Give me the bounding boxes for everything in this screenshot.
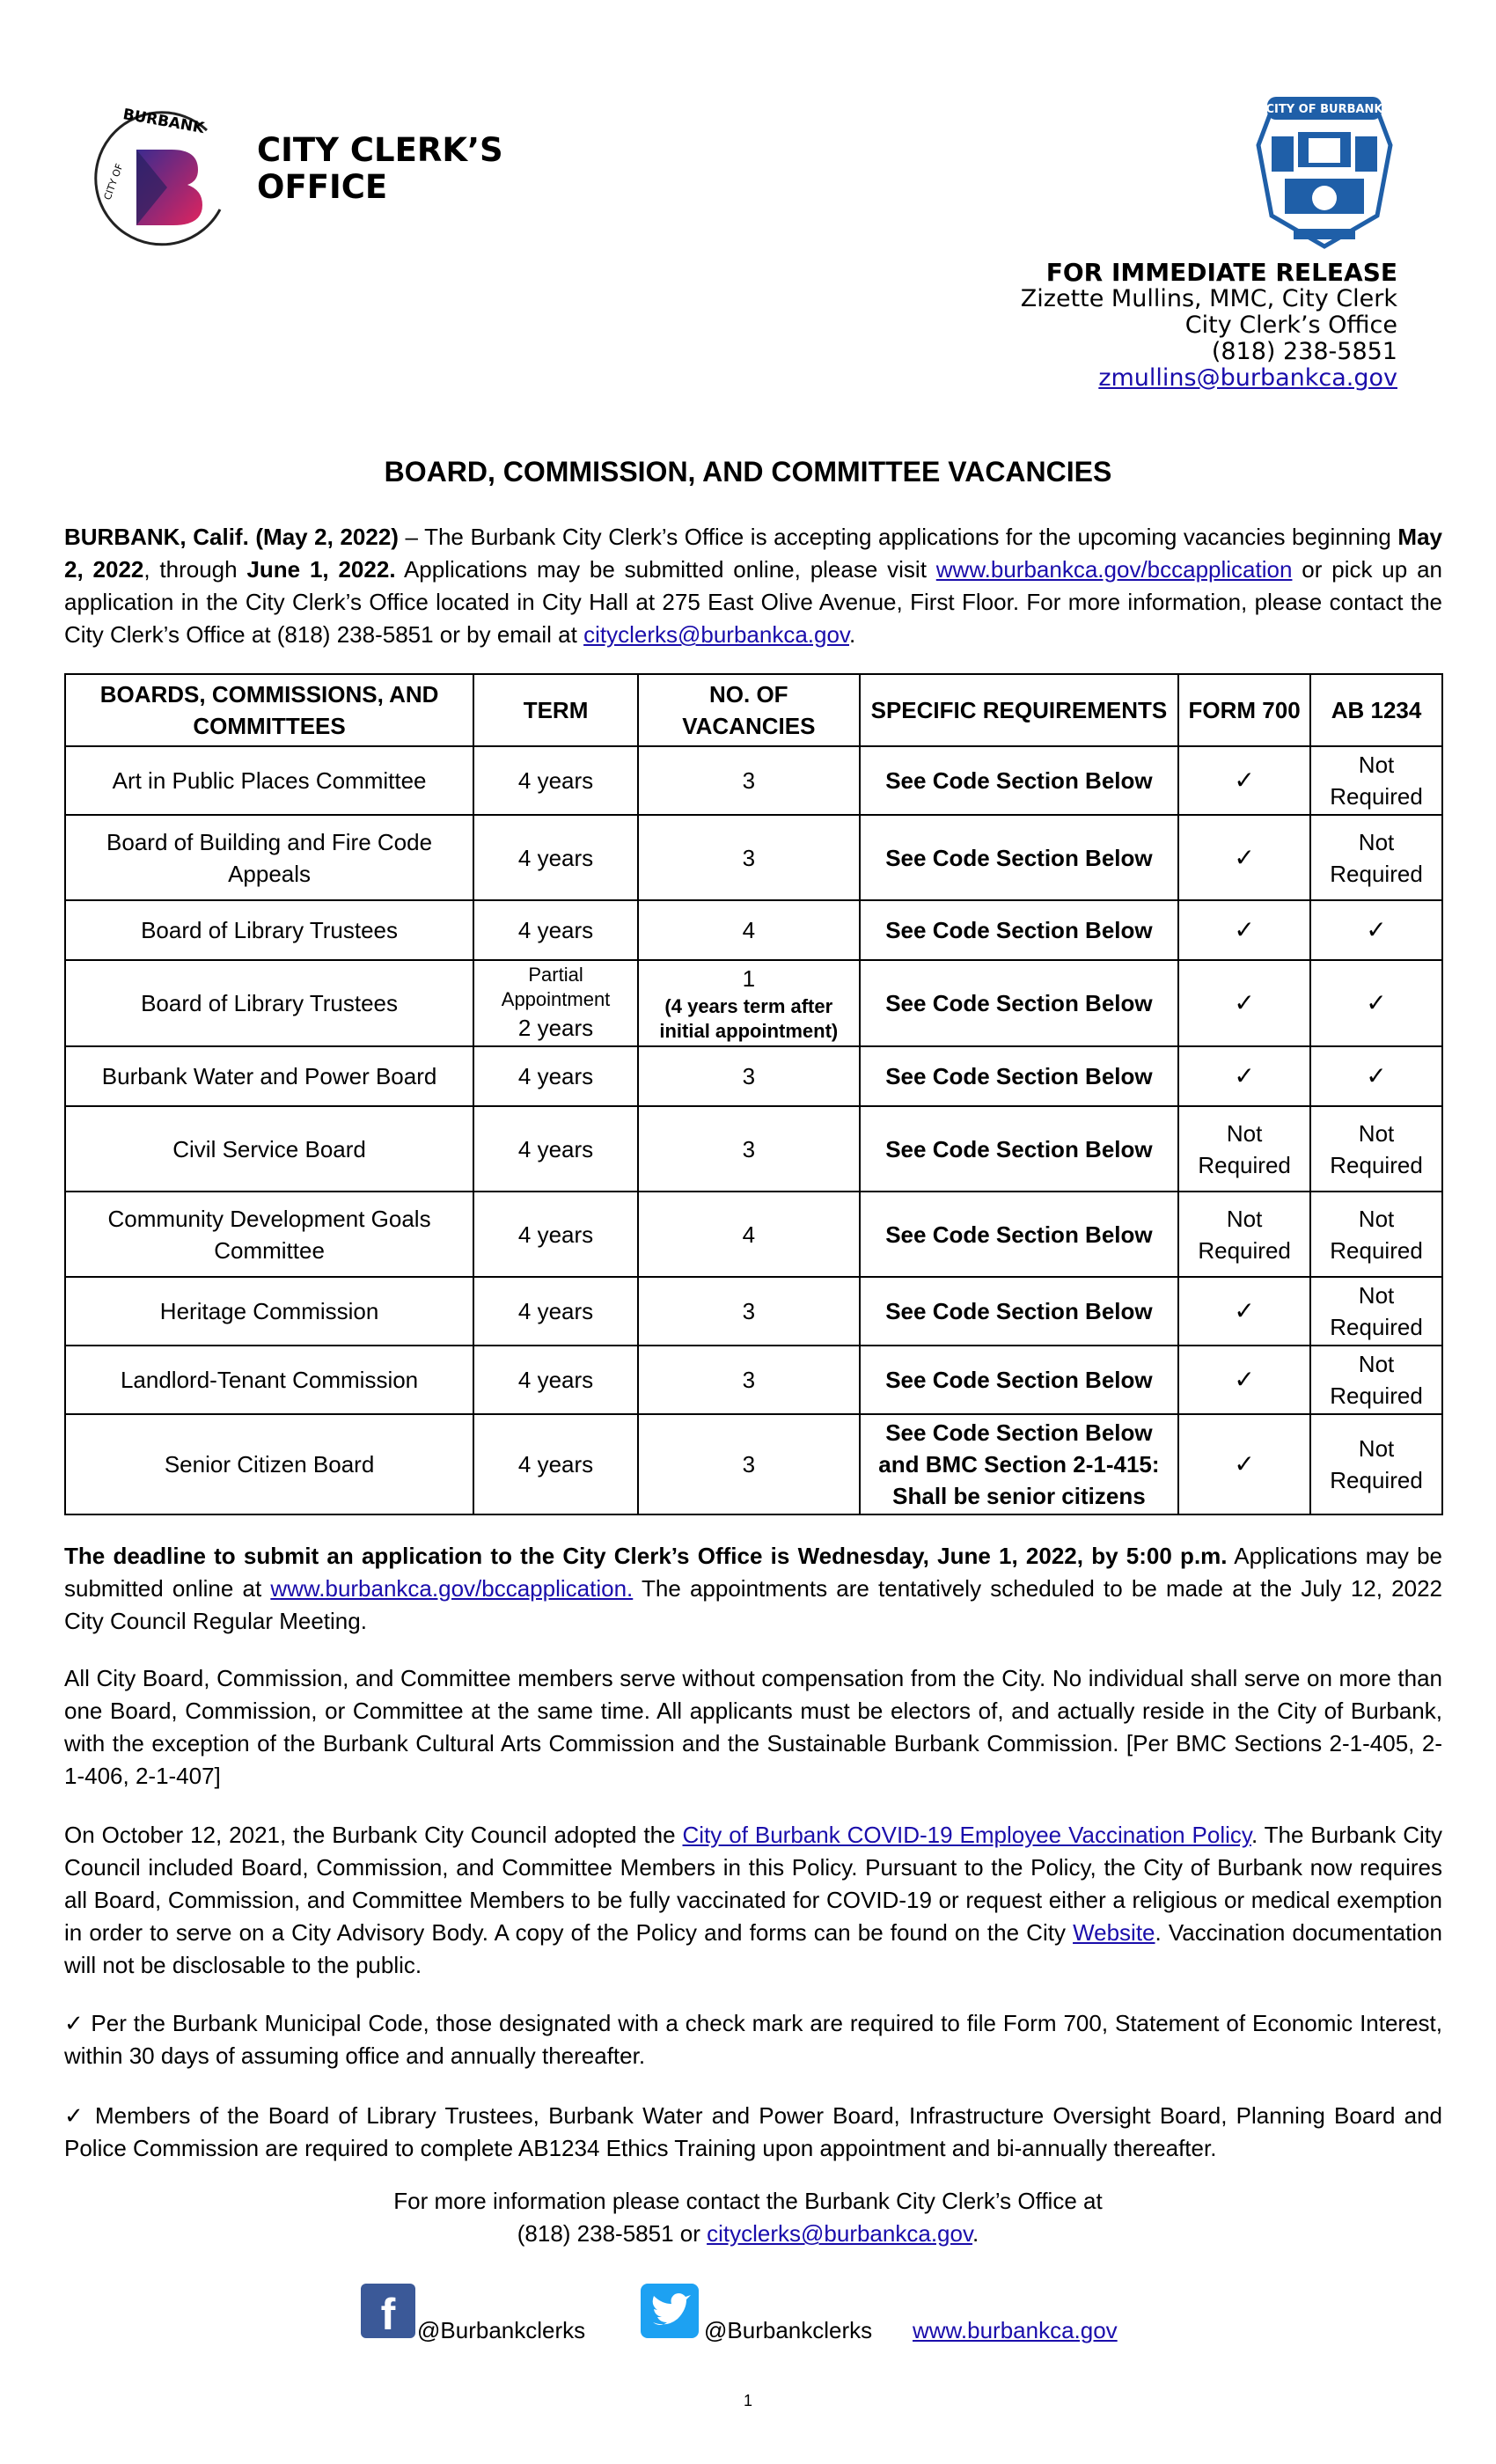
col-header-board: BOARDS, COMMISSIONS, AND COMMITTEES: [65, 674, 473, 746]
contact-phone: (818) 238-5851: [1211, 338, 1397, 365]
term-cell: 4 years: [473, 1277, 638, 1346]
vacancies-cell: 1 (4 years term after initial appointment): [638, 960, 860, 1046]
form700-cell: ✓: [1178, 1277, 1310, 1346]
table-row: [65, 1046, 1442, 1106]
check-icon: ✓: [64, 2010, 92, 2036]
requirements-cell: See Code Section Below: [860, 1106, 1179, 1192]
bcc-application-link-2[interactable]: www.burbankca.gov/bccapplication.: [270, 1575, 634, 1602]
term-cell: 4 years: [473, 1346, 638, 1414]
table-row: [65, 960, 1442, 1046]
city-of-burbank-logo: [84, 95, 242, 253]
board-name-cell: Board of Library Trustees: [65, 900, 473, 960]
contact-name: Zizette Mullins, MMC, City Clerk: [1020, 285, 1397, 312]
twitter-handle[interactable]: @Burbankclerks: [704, 2317, 873, 2343]
requirements-cell: See Code Section Below: [860, 960, 1179, 1046]
form700-cell: Not Required: [1178, 1106, 1310, 1192]
board-name-cell: Civil Service Board: [65, 1106, 473, 1192]
vacancies-cell: 3: [638, 1277, 860, 1346]
ab1234-cell: ✓: [1310, 900, 1442, 960]
ab1234-cell: Not Required: [1310, 1414, 1442, 1514]
vaccination-paragraph: On October 12, 2021, the Burbank City Council adopted the City of Burbank COVID-19 Employee Vaccination Policy. The Burbank City Council included Board, Commission, and Committee Members in this Policy. Pursuant to the Policy, the City of Burbank now requires all Board, Commission, and Committee Members to be fully vaccinated for COVID-19 or request either a religious or medical exemption in order to serve on a City Advisory Body. A copy of the Policy and forms can be found on the City Website. Vaccination documentation will not be disclosable to the public.: [64, 1822, 1442, 1978]
ab1234-cell: Not Required: [1310, 1346, 1442, 1414]
vacancies-cell: 3: [638, 1346, 860, 1414]
document-title: BOARD, COMMISSION, AND COMMITTEE VACANCIES: [384, 456, 1112, 488]
seal-text: CITY OF BURBANK: [1265, 103, 1383, 116]
term-cell: 4 years: [473, 1106, 638, 1192]
table-row: [65, 1106, 1442, 1192]
footer-contact: For more information please contact the Burbank City Clerk’s Office at (818) 238-5851 or cityclerks@burbankca.gov.: [393, 2188, 1103, 2247]
requirements-cell: See Code Section Below: [860, 900, 1179, 960]
vacancies-cell: 3: [638, 1414, 860, 1514]
col-header-form700: FORM 700: [1178, 674, 1310, 746]
logo-arc-text-small: CITY OF: [101, 162, 126, 202]
board-name-cell: Art in Public Places Committee: [65, 746, 473, 815]
ab1234-cell: Not Required: [1310, 746, 1442, 815]
col-header-vacancies: NO. OF VACANCIES: [638, 674, 860, 746]
board-name-cell: Landlord-Tenant Commission: [65, 1346, 473, 1414]
requirements-cell: See Code Section Below: [860, 815, 1179, 900]
vacancies-cell: 4: [638, 900, 860, 960]
table-row: [65, 1277, 1442, 1346]
contact-email-link[interactable]: zmullins@burbankca.gov: [1098, 364, 1397, 392]
website-link[interactable]: Website: [1073, 1919, 1155, 1946]
release-contact-block: [1021, 260, 1397, 392]
term-cell: 4 years: [473, 1046, 638, 1106]
board-name-cell: Burbank Water and Power Board: [65, 1046, 473, 1106]
ab1234-note: ✓ Members of the Board of Library Trustees, Burbank Water and Power Board, Infrastructure Oversight Board, Planning Board and Police Commission are required to complete AB1234 Ethics Training upon appointment and bi-annually thereafter.: [64, 2102, 1442, 2161]
city-seal-icon: [1236, 84, 1412, 260]
vacancies-cell: 3: [638, 815, 860, 900]
board-name-cell: Senior Citizen Board: [65, 1414, 473, 1514]
form700-cell: ✓: [1178, 960, 1310, 1046]
ab1234-cell: Not Required: [1310, 1277, 1442, 1346]
footer-email-link[interactable]: cityclerks@burbankca.gov: [707, 2220, 973, 2247]
ab1234-cell: Not Required: [1310, 815, 1442, 900]
requirements-cell: See Code Section Below: [860, 1192, 1179, 1277]
ab1234-cell: Not Required: [1310, 1192, 1442, 1277]
board-name-cell: Community Development Goals Committee: [65, 1192, 473, 1277]
col-header-ab1234: AB 1234: [1310, 674, 1442, 746]
social-links: [0, 2284, 1496, 2345]
table-row: [65, 900, 1442, 960]
board-name-cell: Board of Building and Fire Code Appeals: [65, 815, 473, 900]
requirements-cell: See Code Section Below and BMC Section 2-1-415: Shall be senior citizens: [860, 1414, 1179, 1514]
requirements-cell: See Code Section Below: [860, 1346, 1179, 1414]
facebook-handle[interactable]: @Burbankclerks: [417, 2317, 586, 2343]
board-name-cell: Board of Library Trustees: [65, 960, 473, 1046]
form700-cell: ✓: [1178, 1346, 1310, 1414]
office-name: CITY CLERK’S OFFICE: [257, 131, 503, 206]
term-cell: 4 years: [473, 815, 638, 900]
contact-office: City Clerk’s Office: [1184, 312, 1397, 339]
form700-cell: ✓: [1178, 1046, 1310, 1106]
vacancies-table: [64, 673, 1443, 1515]
form700-cell: ✓: [1178, 1414, 1310, 1514]
deadline-paragraph: The deadline to submit an application to the City Clerk’s Office is Wednesday, June 1, 2022, by 5:00 p.m. Applications may be submitted online at www.burbankca.gov/bccapplication. The appointments are tentatively scheduled to be made at the July 12, 2022 City Council Regular Meeting.: [64, 1543, 1443, 1634]
term-cell: 4 years: [473, 1414, 638, 1514]
cityclerks-email-link[interactable]: cityclerks@burbankca.gov: [583, 621, 849, 648]
ab1234-cell: ✓: [1310, 1046, 1442, 1106]
col-header-requirements: SPECIFIC REQUIREMENTS: [860, 674, 1179, 746]
form700-cell: ✓: [1178, 746, 1310, 815]
term-cell: 4 years: [473, 900, 638, 960]
logo-arc-text: BURBANK: [121, 106, 206, 138]
vacancies-cell: 3: [638, 1106, 860, 1192]
compensation-paragraph: All City Board, Commission, and Committee members serve without compensation from the City. No individual shall serve on more than one Board, Commission, or Committee at the same time. All applicants must be electors of, and actually reside in the City of Burbank, with the exception of the Burbank Cultural Arts Commission and the Sustainable Burbank Commission. [Per BMC Sections 2-1-405, 2-1-406, 2-1-407]: [64, 1665, 1442, 1789]
requirements-cell: See Code Section Below: [860, 1277, 1179, 1346]
table-row: [65, 1414, 1442, 1514]
release-heading: FOR IMMEDIATE RELEASE: [1045, 258, 1397, 287]
table-row: [65, 1346, 1442, 1414]
term-cell: Partial Appointment 2 years: [473, 960, 638, 1046]
table-row: [65, 1192, 1442, 1277]
facebook-icon[interactable]: f: [361, 2284, 415, 2338]
table-row: [65, 746, 1442, 815]
intro-paragraph: BURBANK, Calif. (May 2, 2022) – The Burbank City Clerk’s Office is accepting applications for the upcoming vacancies beginning May 2, 2022, through June 1, 2022. Applications may be submitted online, please visit www.burbankca.gov/bccapplication or pick up an application in the City Clerk’s Office located in City Hall at 275 East Olive Avenue, First Floor. For more information, please contact the City Clerk’s Office at (818) 238-5851 or by email at cityclerks@burbankca.gov.: [64, 524, 1442, 648]
form700-cell: ✓: [1178, 815, 1310, 900]
table-row: [65, 815, 1442, 900]
board-name-cell: Heritage Commission: [65, 1277, 473, 1346]
vacancies-cell: 3: [638, 746, 860, 815]
ab1234-cell: Not Required: [1310, 1106, 1442, 1192]
term-cell: 4 years: [473, 746, 638, 815]
ab1234-cell: ✓: [1310, 960, 1442, 1046]
term-cell: 4 years: [473, 1192, 638, 1277]
check-icon: ✓: [64, 2102, 95, 2129]
form700-cell: Not Required: [1178, 1192, 1310, 1277]
vacancies-cell: 3: [638, 1046, 860, 1106]
form700-note: ✓ Per the Burbank Municipal Code, those designated with a check mark are required to file Form 700, Statement of Economic Interest, within 30 days of assuming office and annually thereafter.: [64, 2010, 1443, 2069]
form700-cell: ✓: [1178, 900, 1310, 960]
website-footer-link[interactable]: www.burbankca.gov: [913, 2317, 1118, 2343]
col-header-term: TERM: [473, 674, 638, 746]
bcc-application-link[interactable]: www.burbankca.gov/bccapplication: [935, 556, 1293, 583]
vacancies-cell: 4: [638, 1192, 860, 1277]
requirements-cell: See Code Section Below: [860, 746, 1179, 815]
vaccination-policy-link[interactable]: City of Burbank COVID-19 Employee Vaccination Policy: [682, 1822, 1251, 1848]
table-header-row: [65, 674, 1442, 746]
requirements-cell: See Code Section Below: [860, 1046, 1179, 1106]
page-number: 1: [743, 2392, 752, 2409]
twitter-icon[interactable]: [641, 2284, 699, 2338]
